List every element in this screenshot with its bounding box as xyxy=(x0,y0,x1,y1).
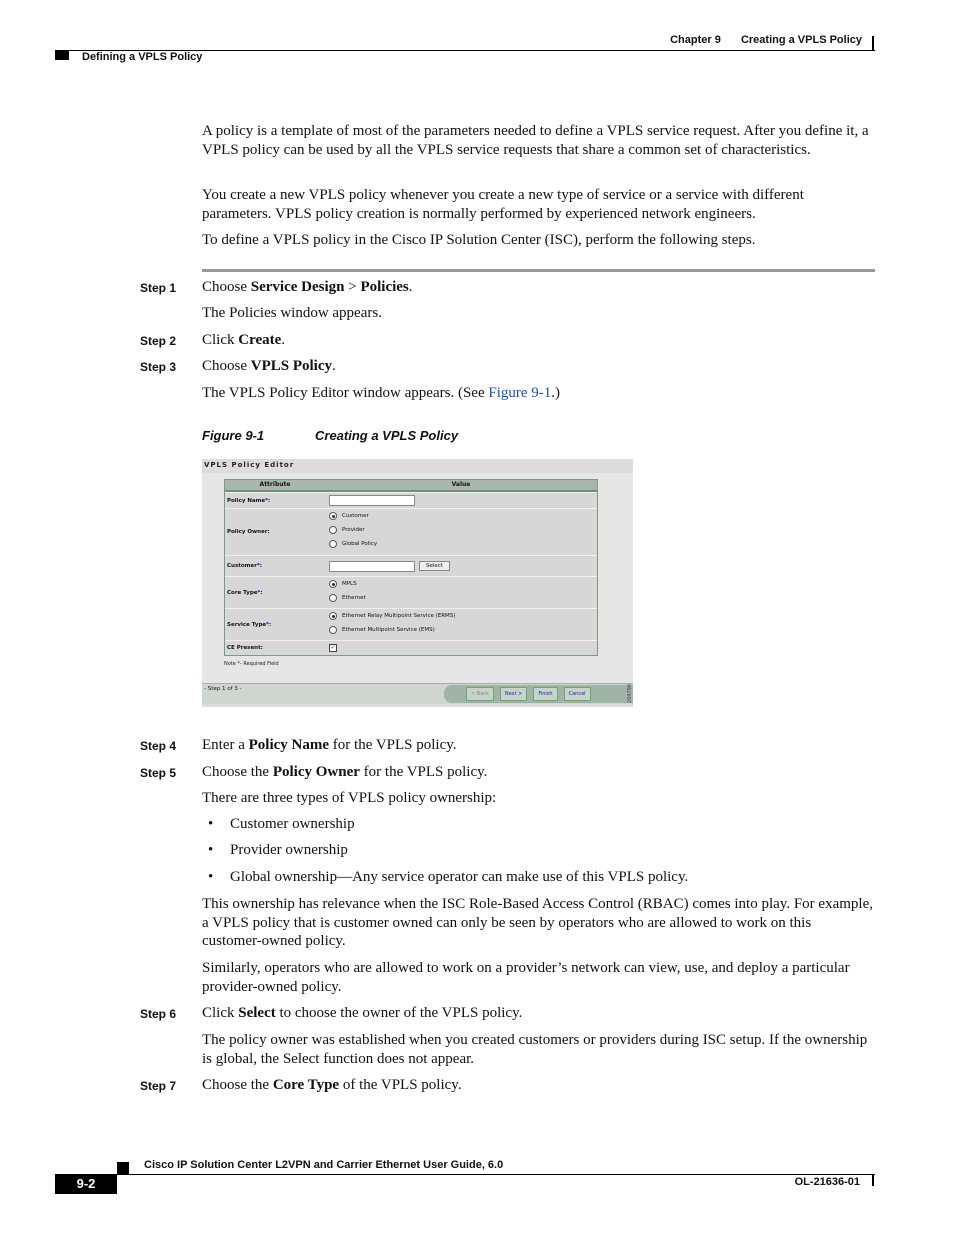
radio-customer[interactable] xyxy=(329,512,337,520)
back-button[interactable]: < Back xyxy=(466,687,494,701)
step-note: The Policies window appears. xyxy=(202,305,382,321)
table-row xyxy=(225,640,597,655)
doc-number: OL-21636-01 xyxy=(794,1176,860,1188)
step-label: Step 7 xyxy=(140,1079,177,1093)
header-bar xyxy=(872,36,874,51)
page-number: 9-2 xyxy=(55,1174,117,1194)
step-label: Step 2 xyxy=(140,334,177,348)
guide-title: Cisco IP Solution Center L2VPN and Carrier Ethernet User Guide, 6.0 xyxy=(144,1159,504,1171)
wizard-footer xyxy=(202,683,633,704)
radio-mpls[interactable] xyxy=(329,580,337,588)
table-row: Policy Name * : xyxy=(225,492,597,508)
section-title: Defining a VPLS Policy xyxy=(82,51,203,63)
vpls-policy-editor-screenshot xyxy=(202,459,633,707)
step-text: Choose the Core Type of the VPLS policy. xyxy=(202,1077,462,1093)
next-button[interactable]: Next > xyxy=(500,687,527,701)
step-note: The VPLS Policy Editor window appears. (See Figure 9-1.) xyxy=(202,385,561,401)
wizard-nav xyxy=(444,685,633,703)
radio-ethernet[interactable] xyxy=(329,594,337,602)
step-label: Step 6 xyxy=(140,1007,177,1021)
step-label: Step 4 xyxy=(140,739,177,753)
step-note: There are three types of VPLS policy ownership: xyxy=(202,790,497,806)
radio-global-policy[interactable] xyxy=(329,540,337,548)
policy-owner-label: Policy Owner: xyxy=(227,529,270,535)
step-text: Choose Service Design > Policies. xyxy=(202,279,413,295)
intro-paragraph: To define a VPLS policy in the Cisco IP Solution Center (ISC), perform the following steps. xyxy=(202,232,756,248)
chapter-number: Chapter 9 xyxy=(670,34,721,46)
step-label: Step 1 xyxy=(140,281,177,295)
intro-paragraph: You create a new VPLS policy whenever you create a new type of service or a service with different parameters. VPLS policy creation is normally performed by experienced network engineers. xyxy=(202,187,804,222)
column-header: Attribute xyxy=(259,481,291,488)
header-marker xyxy=(55,50,69,60)
wizard-step-indicator: - Step 1 of 3 - xyxy=(204,686,242,692)
policy-name-input[interactable] xyxy=(329,495,415,506)
finish-button[interactable]: Finish xyxy=(533,687,557,701)
table-header xyxy=(225,480,597,492)
radio-erms[interactable] xyxy=(329,612,337,620)
figure-number: Figure 9-1 xyxy=(202,428,265,443)
figure-id: 204790 xyxy=(627,684,633,704)
bullet-icon: • xyxy=(208,816,214,832)
radio-ems[interactable] xyxy=(329,626,337,634)
chapter-title: Creating a VPLS Policy xyxy=(740,34,862,46)
figure-caption xyxy=(202,428,459,443)
list-item: Provider ownership xyxy=(230,842,348,858)
footer-rule xyxy=(55,1174,875,1175)
table-row: Service Type * : Ethernet Relay Multipoint Service (ERMS) Ethernet Multipoint Service (EMS) xyxy=(225,608,597,640)
step-text: Choose the Policy Owner for the VPLS policy. xyxy=(202,764,488,780)
intro-paragraph: A policy is a template of most of the parameters needed to define a VPLS service request. After you define it, a VPLS policy can be used by all the VPLS service requests that share a common set of characteristics. xyxy=(202,123,869,158)
bullet-icon: • xyxy=(208,869,214,885)
step-text: Enter a Policy Name for the VPLS policy. xyxy=(202,737,457,753)
attribute-table xyxy=(224,479,598,656)
window-title: VPLS Policy Editor xyxy=(204,461,295,469)
step-label: Step 3 xyxy=(140,360,177,374)
table-row: Customer * : Select xyxy=(225,555,597,576)
steps-rule xyxy=(202,269,875,272)
table-row: Core Type * : MPLS Ethernet xyxy=(225,576,597,608)
ce-present-checkbox[interactable]: ✓ xyxy=(330,644,336,651)
radio-provider[interactable] xyxy=(329,526,337,534)
step-text: Choose VPLS Policy. xyxy=(202,358,336,374)
bullet-icon: • xyxy=(208,842,214,858)
step-text: Click Create. xyxy=(202,332,286,348)
list-item: Customer ownership xyxy=(230,816,355,832)
list-item: Global ownership—Any service operator can make use of this VPLS policy. xyxy=(230,869,689,885)
step-note: The policy owner was established when you created customers or providers during ISC setup. If the ownership is global, the Select function does not appear. xyxy=(202,1032,868,1067)
column-header: Value xyxy=(451,481,471,488)
body-paragraph: Similarly, operators who are allowed to work on a provider’s network can view, use, and deploy a particular provider-owned policy. xyxy=(202,960,850,995)
cancel-button[interactable]: Cancel xyxy=(564,687,591,701)
step-text: Click Select to choose the owner of the VPLS policy. xyxy=(202,1005,523,1021)
footer-bar xyxy=(872,1174,874,1186)
body-paragraph: This ownership has relevance when the ISC Role-Based Access Control (RBAC) comes into play. For example, a VPLS policy that is customer owned can only be seen by operators who are allowed to work on this customer-owned policy. xyxy=(202,896,873,950)
ce-present-label: CE Present: xyxy=(227,645,263,651)
figure-title: Creating a VPLS Policy xyxy=(315,428,459,443)
table-row: Policy Owner: Customer Provider Global Policy xyxy=(225,508,597,555)
step-label: Step 5 xyxy=(140,766,177,780)
running-header xyxy=(670,34,862,46)
required-field-note: Note *- Required Field xyxy=(224,661,279,667)
select-button[interactable]: Select xyxy=(419,561,450,571)
customer-input[interactable] xyxy=(329,561,415,572)
figure-link[interactable]: Figure 9-1 xyxy=(488,385,552,401)
